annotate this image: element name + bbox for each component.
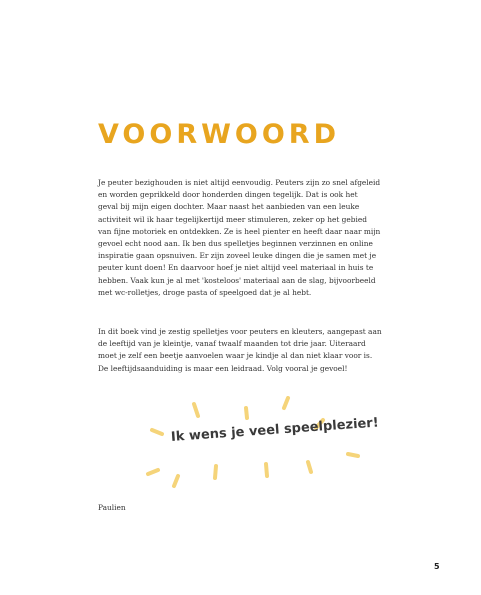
page-title: VOORWOORD [98,119,341,150]
text-line: en worden geprikkeld door honderden dingen tegelijk. Dat is ook het [98,190,358,200]
text-line: van fijne motoriek en ontdekken. Ze is heel pienter en heeft daar naar mijn [98,226,381,236]
text-line: De leeftijdsaanduiding is maar een leidraad. Volg vooral je gevoel! [98,363,348,373]
text-line: gevoel echt nood aan. Ik ben dus spelletjes beginnen verzinnen en online [98,239,373,249]
text-line: de leeftijd van je kleintje, vanaf twaalf maanden tot drie jaar. Uiteraard [98,339,366,349]
text-line: peuter kunt doen! En daarvoor hoef je niet altijd veel materiaal in huis te [98,263,374,273]
sparkle-rays-decoration [140,396,360,496]
text-line: moet je zelf een beetje aanvoelen waar je kindje al dan niet klaar voor is. [98,351,373,361]
text-line: hebben. Vaak kun je al met 'kosteloos' materiaal aan de slag, bijvoorbeeld [98,275,376,285]
text-line: activiteit wil ik haar tegelijkertijd meer stimuleren, zeker op het gebied [98,214,367,224]
wish-text: Ik wens je veel speelplezier! [170,415,380,445]
text-line: In dit boek vind je zestig spelletjes voor peuters en kleuters, aangepast aan [98,327,382,336]
text-line: met wc-rolletjes, droge pasta of speelgoed dat je al hebt. [98,287,312,297]
page-number: 5 [434,562,440,571]
intro-paragraph [98,177,434,299]
book-contents-paragraph [98,326,434,375]
author-signature: Paulien [98,503,126,512]
text-line: geval bij mijn eigen dochter. Maar naast het aanbieden van een leuke [98,202,360,212]
text-line: Je peuter bezighouden is niet altijd eenvoudig. Peuters zijn zo snel afgeleid [98,178,381,187]
text-line: inspiratie gaan opsnuiven. Er zijn zoveel leuke dingen die je samen met je [98,251,377,261]
